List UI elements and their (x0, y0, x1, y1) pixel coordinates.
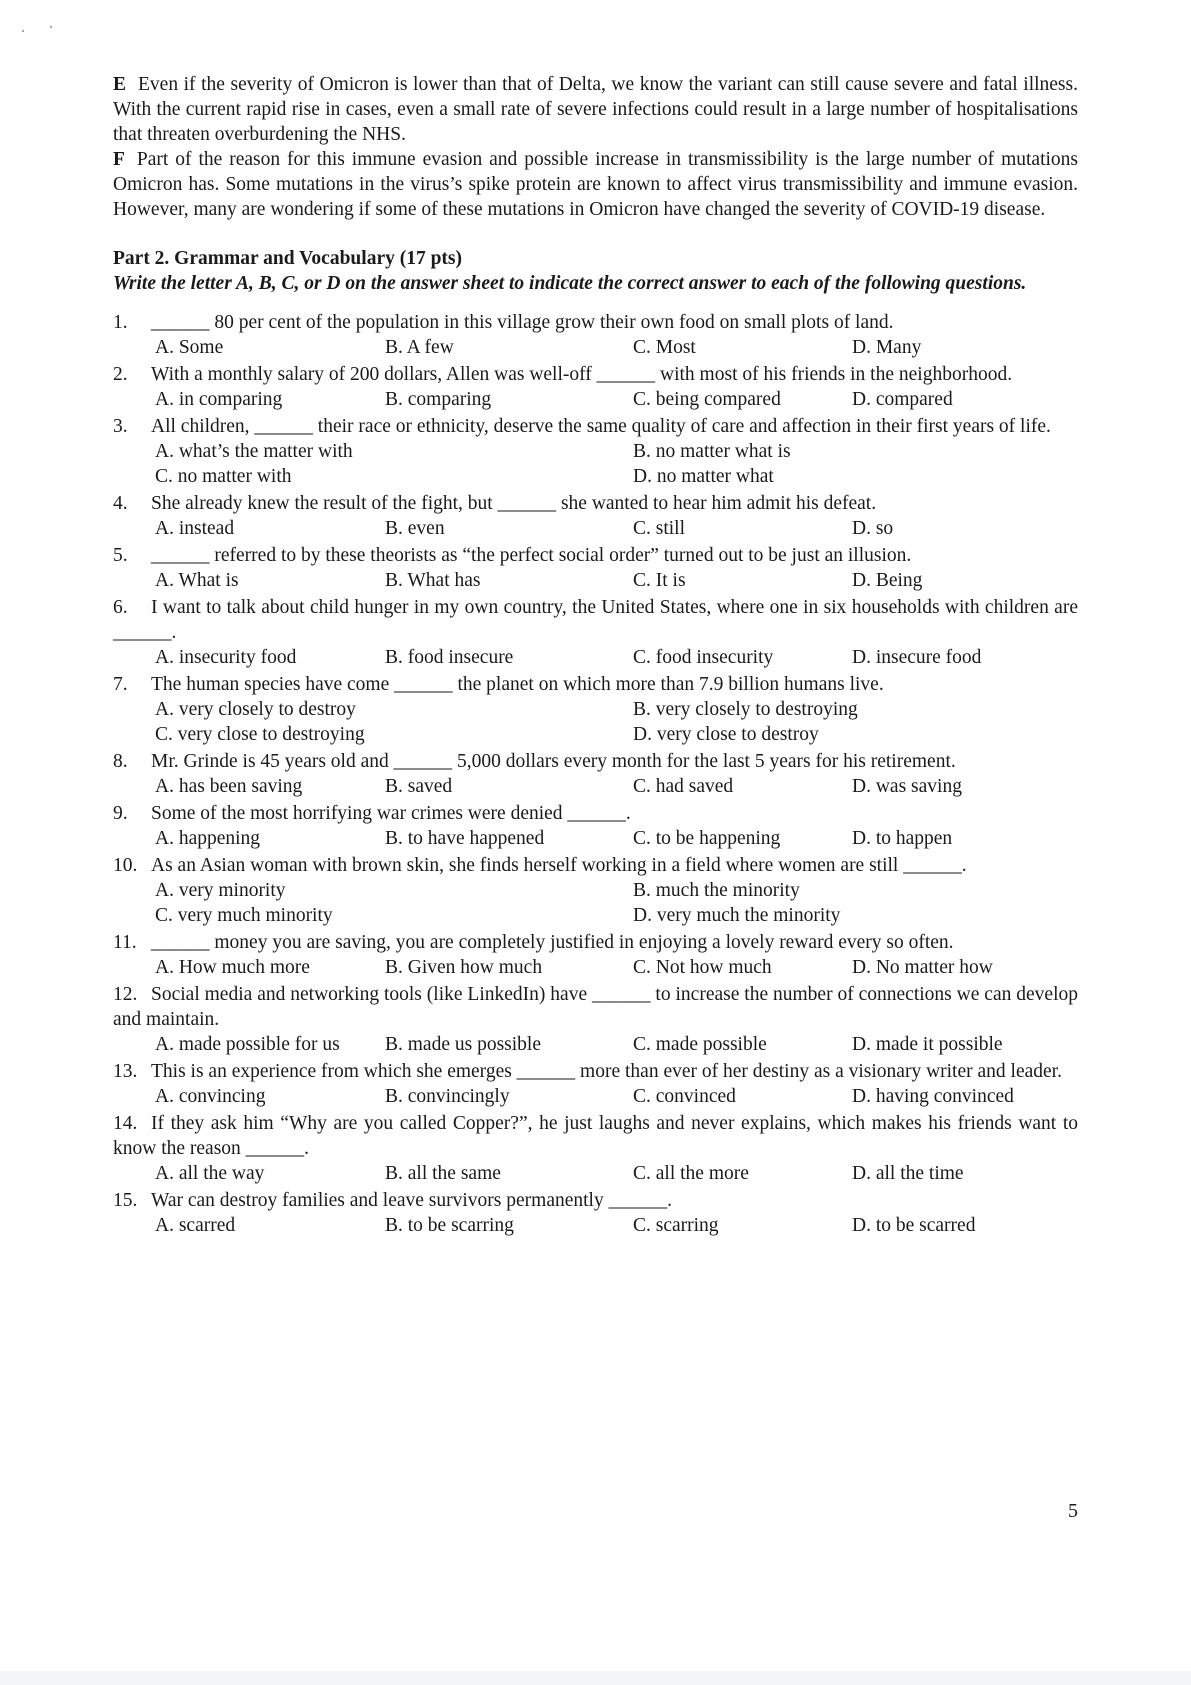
question-number: 11. (113, 932, 137, 953)
answer-option: A. happening (155, 828, 261, 849)
answer-option: D. no matter what (633, 466, 774, 487)
answer-option: D. to happen (852, 828, 953, 849)
question-item (113, 749, 1078, 799)
options-row (113, 1084, 1078, 1109)
question-number: 15. (113, 1190, 138, 1211)
options-row (113, 774, 1078, 799)
answer-option: D. so (852, 518, 894, 539)
scan-edge (0, 1671, 1191, 1685)
answer-option: B. very closely to destroying (633, 699, 858, 720)
question-text: All children, ______ their race or ethnicity, deserve the same quality of care and affection in their first years of life. (151, 416, 1051, 437)
options-row (113, 826, 1078, 851)
answer-option: A. all the way (155, 1163, 265, 1184)
answer-option: A. insecurity food (155, 647, 297, 668)
question-item (113, 414, 1078, 489)
question-number: 13. (113, 1061, 138, 1082)
answer-option: B. saved (385, 776, 453, 797)
options-row (113, 878, 1078, 903)
question-number: 2. (113, 364, 128, 385)
question-text: Mr. Grinde is 45 years old and ______ 5,000 dollars every month for the last 5 years for his retirement. (151, 751, 956, 772)
answer-option: C. scarring (633, 1215, 719, 1236)
question-text: The human species have come ______ the planet on which more than 7.9 billion humans live. (151, 674, 884, 695)
scan-speck (50, 26, 52, 28)
answer-option: C. had saved (633, 776, 734, 797)
question-stem (113, 1188, 1078, 1213)
answer-option: C. It is (633, 570, 686, 591)
part-title: Part 2. Grammar and Vocabulary (17 pts) (113, 248, 463, 269)
answer-option: C. to be happening (633, 828, 781, 849)
answer-option: C. no matter with (155, 466, 292, 487)
question-text: War can destroy families and leave survivors permanently ______. (151, 1190, 672, 1211)
paragraph-e (113, 72, 1078, 147)
options-row (113, 335, 1078, 360)
question-stem (113, 1111, 1078, 1161)
question-stem (113, 930, 1078, 955)
answer-option: A. scarred (155, 1215, 236, 1236)
options-row (113, 955, 1078, 980)
options-row (113, 568, 1078, 593)
options-row (113, 387, 1078, 412)
question-text: ______ referred to by these theorists as “the perfect social order” turned out to be just an illusion. (151, 545, 912, 566)
question-stem (113, 982, 1078, 1032)
answer-option: D. No matter how (852, 957, 993, 978)
question-item (113, 1111, 1078, 1186)
question-item (113, 853, 1078, 928)
question-stem (113, 414, 1078, 439)
options-row (113, 439, 1078, 464)
question-stem (113, 853, 1078, 878)
options-row (113, 1161, 1078, 1186)
question-item (113, 801, 1078, 851)
paragraph-text: Even if the severity of Omicron is lower than that of Delta, we know the variant can still cause severe and fatal illness. With the current rapid rise in cases, even a small rate of severe infections could result in a large number of hospitalisations that threaten overburdening the NHS. (113, 74, 1078, 145)
answer-option: C. food insecurity (633, 647, 774, 668)
options-row (113, 722, 1078, 747)
answer-option: C. made possible (633, 1034, 767, 1055)
answer-option: B. to be scarring (385, 1215, 514, 1236)
paragraph-letter: E (113, 74, 127, 95)
options-row (113, 464, 1078, 489)
question-text: She already knew the result of the fight, but ______ she wanted to hear him admit his defeat. (151, 493, 877, 514)
answer-option: B. to have happened (385, 828, 545, 849)
question-number: 4. (113, 493, 128, 514)
answer-option: C. Most (633, 337, 696, 358)
question-item (113, 362, 1078, 412)
question-text: With a monthly salary of 200 dollars, Allen was well-off ______ with most of his friends in the neighborhood. (151, 364, 1013, 385)
answer-option: D. all the time (852, 1163, 964, 1184)
options-row (113, 516, 1078, 541)
question-number: 10. (113, 855, 138, 876)
question-item (113, 491, 1078, 541)
answer-option: A. Some (155, 337, 224, 358)
answer-option: B. all the same (385, 1163, 501, 1184)
answer-option: A. what’s the matter with (155, 441, 353, 462)
answer-option: A. has been saving (155, 776, 303, 797)
question-number: 8. (113, 751, 128, 772)
answer-option: A. very minority (155, 880, 286, 901)
answer-option: D. having convinced (852, 1086, 1014, 1107)
question-list (113, 310, 1078, 1238)
question-number: 14. (113, 1113, 138, 1134)
options-row (113, 645, 1078, 670)
answer-option: A. very closely to destroy (155, 699, 356, 720)
answer-option: B. made us possible (385, 1034, 541, 1055)
question-stem (113, 491, 1078, 516)
paragraph-text: Part of the reason for this immune evasion and possible increase in transmissibility is the large number of mutations Omicron has. Some mutations in the virus’s spike protein are known to affect virus transmissibility and immune evasion. However, many are wondering if some of these mutations in Omicron have changed the severity of COVID-19 disease. (113, 149, 1078, 220)
answer-option: A. instead (155, 518, 235, 539)
question-item (113, 310, 1078, 360)
part-instructions: Write the letter A, B, C, or D on the answer sheet to indicate the correct answer to each of the following questions. (113, 273, 1027, 294)
answer-option: D. Many (852, 337, 922, 358)
question-item (113, 543, 1078, 593)
options-row (113, 1032, 1078, 1057)
answer-option: C. being compared (633, 389, 781, 410)
answer-option: C. very close to destroying (155, 724, 365, 745)
question-item (113, 1059, 1078, 1109)
answer-option: A. convincing (155, 1086, 266, 1107)
question-number: 12. (113, 984, 138, 1005)
question-item (113, 595, 1078, 670)
answer-option: C. Not how much (633, 957, 772, 978)
page-number: 5 (1068, 1500, 1078, 1522)
question-item (113, 1188, 1078, 1238)
answer-option: B. much the minority (633, 880, 800, 901)
document-page (113, 72, 1078, 1238)
question-number: 9. (113, 803, 128, 824)
question-stem (113, 1059, 1078, 1084)
question-stem (113, 749, 1078, 774)
answer-option: B. convincingly (385, 1086, 510, 1107)
question-number: 3. (113, 416, 128, 437)
answer-option: A. made possible for us (155, 1034, 340, 1055)
question-text: ______ 80 per cent of the population in this village grow their own food on small plots of land. (151, 312, 894, 333)
answer-option: B. What has (385, 570, 481, 591)
question-text: ______ money you are saving, you are completely justified in enjoying a lovely reward every so often. (151, 932, 954, 953)
answer-option: A. in comparing (155, 389, 283, 410)
answer-option: D. very much the minority (633, 905, 841, 926)
question-text: If they ask him “Why are you called Copper?”, he just laughs and never explains, which makes his friends want to know the reason ______. (113, 1113, 1078, 1159)
question-stem (113, 543, 1078, 568)
question-item (113, 930, 1078, 980)
paragraph-letter: F (113, 149, 125, 170)
question-stem (113, 672, 1078, 697)
options-row (113, 903, 1078, 928)
scan-speck (22, 30, 24, 32)
question-item (113, 982, 1078, 1057)
question-item (113, 672, 1078, 747)
question-number: 1. (113, 312, 128, 333)
question-number: 7. (113, 674, 128, 695)
question-text: As an Asian woman with brown skin, she finds herself working in a field where women are still ______. (151, 855, 967, 876)
answer-option: B. A few (385, 337, 454, 358)
paragraph-f (113, 147, 1078, 222)
answer-option: C. still (633, 518, 686, 539)
answer-option: B. Given how much (385, 957, 543, 978)
question-text: I want to talk about child hunger in my own country, the United States, where one in six households with children are ______. (113, 597, 1078, 643)
answer-option: D. insecure food (852, 647, 982, 668)
answer-option: C. convinced (633, 1086, 736, 1107)
answer-option: D. very close to destroy (633, 724, 819, 745)
question-text: This is an experience from which she emerges ______ more than ever of her destiny as a visionary writer and leader. (151, 1061, 1062, 1082)
question-number: 5. (113, 545, 128, 566)
answer-option: A. How much more (155, 957, 310, 978)
question-stem (113, 595, 1078, 645)
question-number: 6. (113, 597, 128, 618)
question-stem (113, 801, 1078, 826)
options-row (113, 1213, 1078, 1238)
answer-option: A. What is (155, 570, 239, 591)
answer-option: D. compared (852, 389, 953, 410)
answer-option: B. no matter what is (633, 441, 791, 462)
question-text: Social media and networking tools (like LinkedIn) have ______ to increase the number of connections we can develop and maintain. (113, 984, 1078, 1030)
question-stem (113, 310, 1078, 335)
answer-option: D. Being (852, 570, 923, 591)
answer-option: D. was saving (852, 776, 962, 797)
options-row (113, 697, 1078, 722)
answer-option: B. comparing (385, 389, 492, 410)
question-stem (113, 362, 1078, 387)
answer-option: D. to be scarred (852, 1215, 976, 1236)
answer-option: C. all the more (633, 1163, 749, 1184)
answer-option: B. even (385, 518, 445, 539)
answer-option: B. food insecure (385, 647, 514, 668)
answer-option: D. made it possible (852, 1034, 1003, 1055)
question-text: Some of the most horrifying war crimes were denied ______. (151, 803, 631, 824)
answer-option: C. very much minority (155, 905, 333, 926)
